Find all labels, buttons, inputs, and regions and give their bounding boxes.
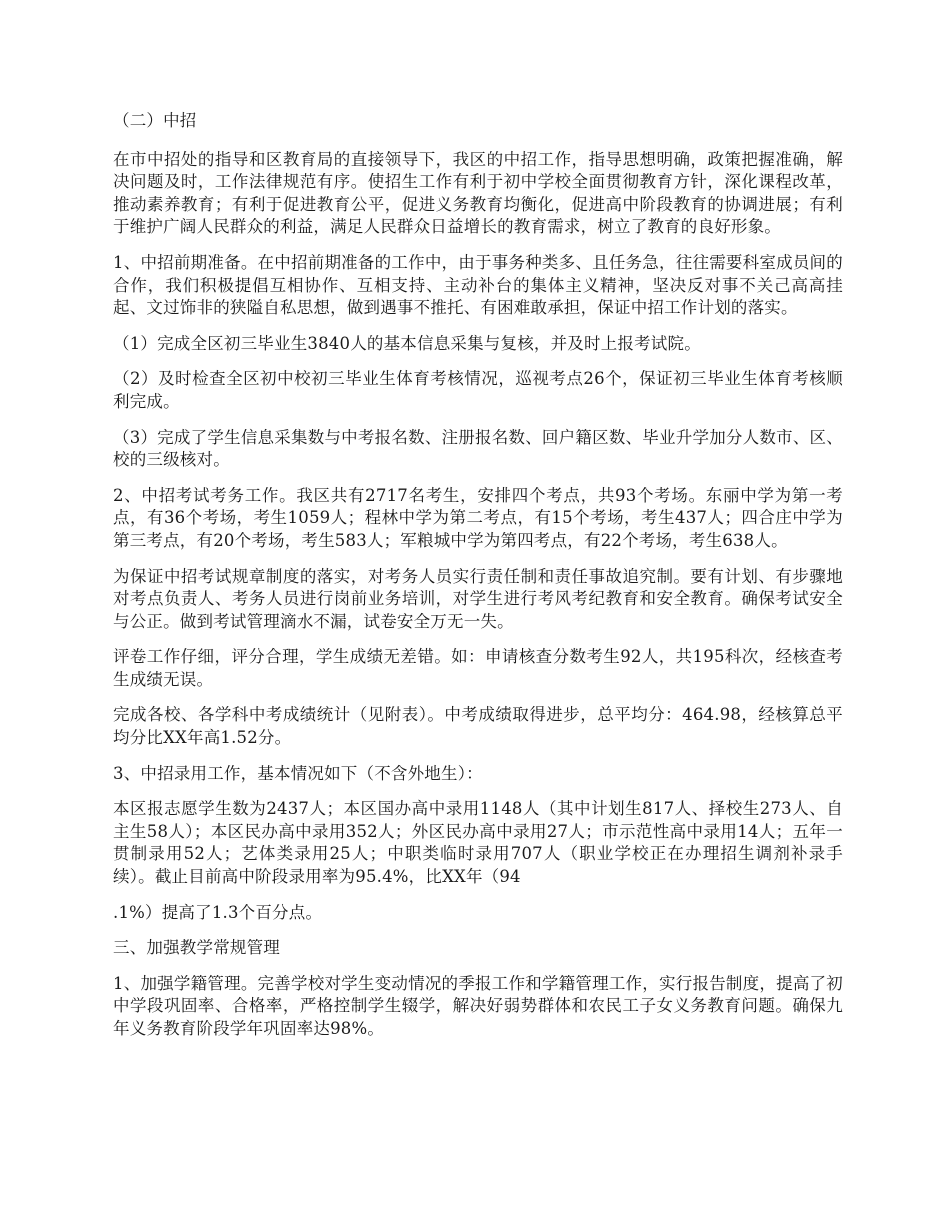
grading-paragraph: 评卷工作仔细，评分合理，学生成绩无差错。如：申请核查分数考生92人，共195科次，经核查考生成绩无误。 <box>113 647 843 689</box>
list-item-2: （2）及时检查全区初中校初三毕业生体育考核情况，巡视考点26个，保证初三毕业生体育考核顺利完成。 <box>113 369 843 411</box>
rules-paragraph: 为保证中招考试规章制度的落实，对考务人员实行责任制和责任事故追究制。要有计划、有步骤地对考点负责人、考务人员进行岗前业务培训，对学生进行考风考纪教育和安全教育。确保考试安全与公正。做到考试管理滴水不漏，试卷安全万无一失。 <box>113 566 843 631</box>
admission-rate-continuation: .1%）提高了1.3个百分点。 <box>113 902 323 922</box>
list-item-3: （3）完成了学生信息采集数与中考报名数、注册报名数、回户籍区数、毕业升学加分人数市、区、校的三级核对。 <box>113 427 843 470</box>
list-item-1: （1）完成全区初三毕业生3840人的基本信息采集与复核，并及时上报考试院。 <box>113 333 701 353</box>
exam-affairs-paragraph: 2、中招考试考务工作。我区共有2717名考生，安排四个考点，共93个考场。东丽中学为第一考点，有36个考场，考生1059人；程林中学为第二考点，有15个考场，考生437人；四合庄中学为第三考点，有20个考场，考生583人；军粮城中学为第四考点，有22个考场，考生638人。 <box>113 485 843 550</box>
admission-details-paragraph: 本区报志愿学生数为2437人；本区国办高中录用1148人（其中计划生817人、择校生273人、自主生58人）；本区民办高中录用352人；外区民办高中录用27人；市示范性高中录用14人；五年一贯制录用52人；艺体类录用25人；中职类临时录用707人（职业学校正在办理招生调剂补录手续）。截止目前高中阶段录用率为95.4%，比XX年（94 <box>113 799 843 887</box>
section-heading-zhongzhao: （二）中招 <box>113 111 197 130</box>
intro-paragraph: 在市中招处的指导和区教育局的直接领导下，我区的中招工作，指导思想明确，政策把握准确，解决问题及时，工作法律规范有序。使招生工作有利于初中学校全面贯彻教育方针，深化课程改革，推动素养教育；有利于促进教育公平，促进义务教育均衡化，促进高中阶段教育的协调进展；有利于维护广阔人民群众的利益，满足人民群众日益增长的教育需求，树立了教育的良好形象。 <box>113 149 843 237</box>
statistics-paragraph: 完成各校、各学科中考成绩统计（见附表）。中考成绩取得进步，总平均分：464.98，经核算总平均分比XX年高1.52分。 <box>113 705 843 748</box>
section-heading-teaching: 三、加强教学常规管理 <box>113 938 280 958</box>
admission-heading: 3、中招录用工作，基本情况如下（不含外地生）： <box>113 763 483 783</box>
preparation-paragraph: 1、中招前期准备。在中招前期准备的工作中，由于事务种类多、且任务急，往往需要科室成员间的合作，我们积极提倡互相协作、互相支持、主动补台的集体主义精神，坚决反对事不关己高高挂起、文过饰非的狭隘自私思想，做到遇事不推托、有困难敢承担，保证中招工作计划的落实。 <box>113 252 843 318</box>
enrollment-management-paragraph: 1、加强学籍管理。完善学校对学生变动情况的季报工作和学籍管理工作，实行报告制度，提高了初中学段巩固率、合格率，严格控制学生辍学，解决好弱势群体和农民工子女义务教育问题。确保九年义务教育阶段学年巩固率达98%。 <box>113 973 843 1038</box>
document-page <box>113 110 843 1054</box>
